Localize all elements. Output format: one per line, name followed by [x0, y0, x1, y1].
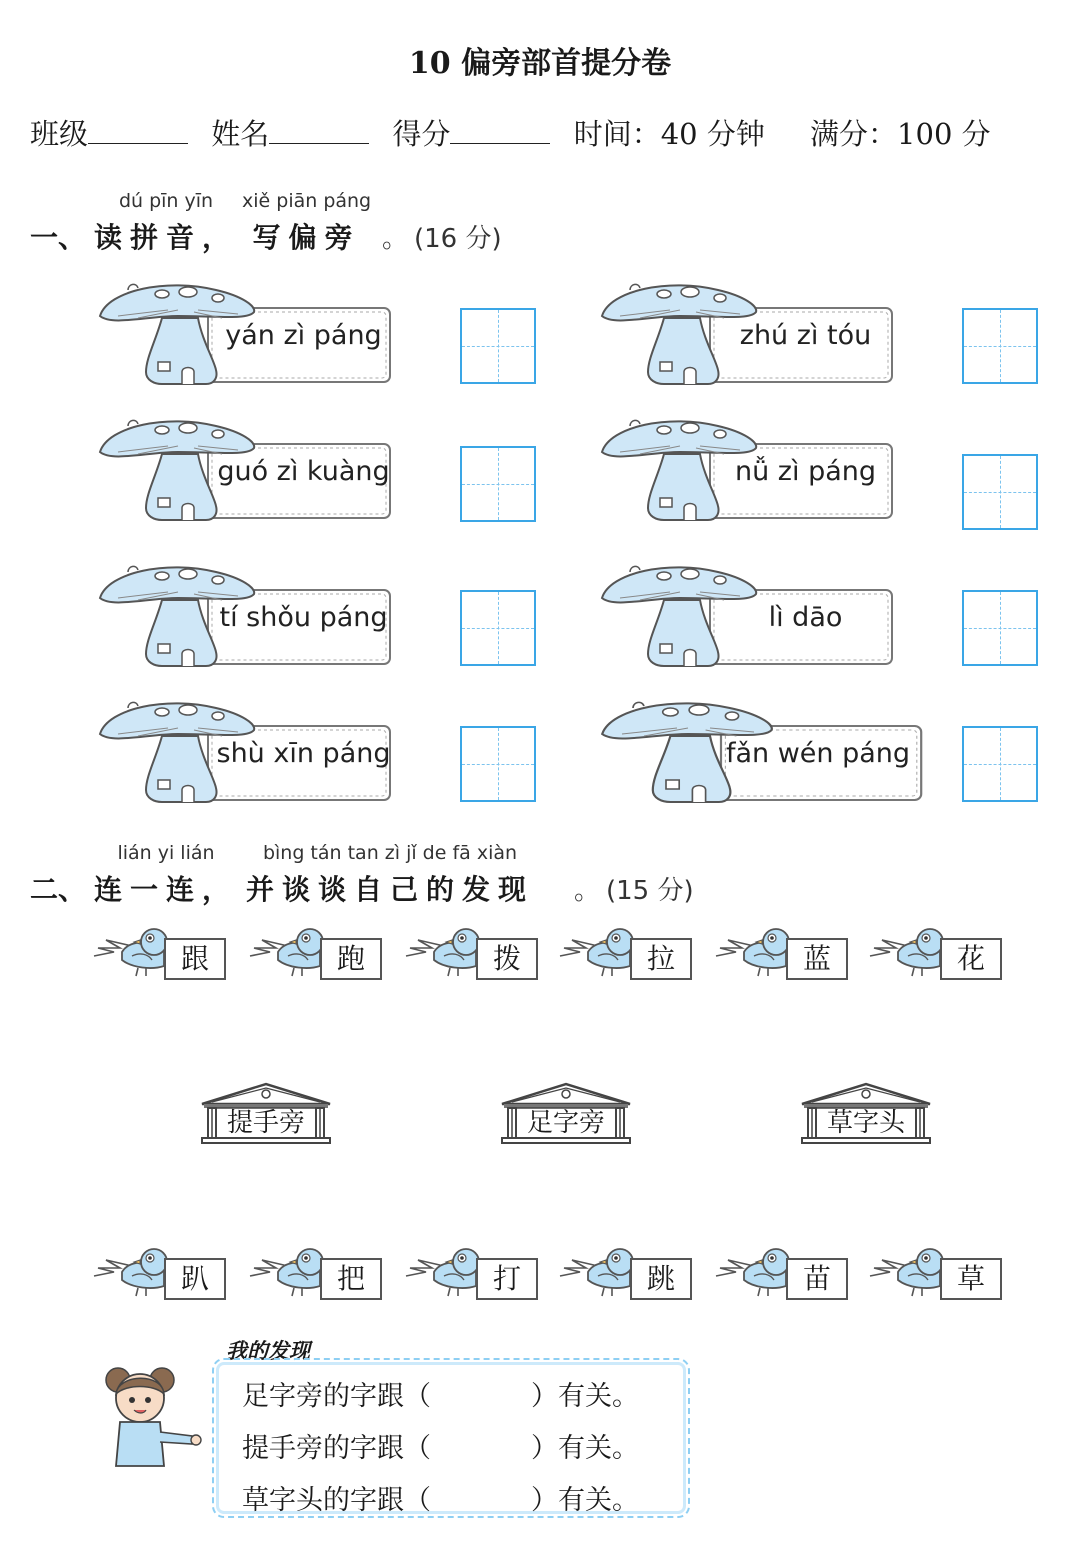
section2-ruby-1	[94, 842, 238, 908]
radical-house[interactable]	[498, 1080, 634, 1144]
full-score-text: 满分：100 分	[810, 117, 991, 151]
char-card[interactable]: 拉	[630, 938, 692, 980]
char-card[interactable]: 跳	[630, 1258, 692, 1300]
bird-card[interactable]	[558, 1246, 698, 1302]
section1-number: 一、	[30, 221, 87, 254]
ruby-hanzi: 读拼音，	[94, 221, 239, 254]
discovery-line	[242, 1374, 639, 1413]
section1-end: 。	[382, 224, 409, 254]
bird-card[interactable]	[92, 1246, 232, 1302]
mushroom-card	[600, 698, 911, 808]
mushroom-card	[98, 280, 398, 390]
bird-card[interactable]	[404, 1246, 544, 1302]
section2-end: 。	[574, 876, 601, 906]
class-blank[interactable]	[88, 116, 188, 144]
discovery-line-end: ）有关。	[531, 1381, 639, 1412]
bird-card[interactable]	[714, 1246, 854, 1302]
ruby-hanzi: 并谈谈自己的发现	[246, 873, 535, 906]
pinyin-label: yán zì páng	[225, 320, 382, 351]
discovery-line	[242, 1478, 639, 1517]
ruby-pinyin: lián yi lián	[117, 842, 215, 864]
answer-grid[interactable]	[962, 454, 1038, 530]
discovery-line-start: 足字旁的字跟（	[242, 1381, 431, 1412]
discovery-title: 我的发现	[226, 1338, 310, 1363]
ruby-pinyin: dú pīn yīn	[118, 190, 214, 212]
score-label: 得分	[392, 117, 451, 151]
section1-ruby-2	[242, 190, 371, 256]
radical-house[interactable]	[198, 1080, 334, 1144]
house-label: 草字头	[826, 1108, 905, 1138]
bird-card[interactable]	[248, 1246, 388, 1302]
answer-grid[interactable]	[460, 590, 536, 666]
score-blank[interactable]	[450, 116, 550, 144]
discovery-line-end: ）有关。	[531, 1433, 639, 1464]
char-card[interactable]: 打	[476, 1258, 538, 1300]
char-card[interactable]: 花	[940, 938, 1002, 980]
bird-card[interactable]	[868, 1246, 1008, 1302]
info-line	[30, 112, 1060, 153]
mushroom-card	[98, 698, 398, 808]
pinyin-label: lì dāo	[768, 602, 843, 633]
section2-heading	[30, 842, 750, 906]
bird-card[interactable]	[92, 926, 232, 982]
house-label: 提手旁	[226, 1108, 305, 1138]
page-title: 10 偏旁部首提分卷	[408, 46, 672, 81]
char-card[interactable]: 趴	[164, 1258, 226, 1300]
section2-number: 二、	[30, 873, 87, 906]
section1-ruby-1	[94, 190, 238, 256]
bird-card[interactable]	[714, 926, 854, 982]
class-label: 班级	[30, 117, 89, 151]
radical-house[interactable]	[798, 1080, 934, 1144]
char-card[interactable]: 拨	[476, 938, 538, 980]
answer-grid[interactable]	[460, 308, 536, 384]
house-label: 足字旁	[526, 1108, 605, 1138]
char-card[interactable]: 跑	[320, 938, 382, 980]
name-blank[interactable]	[269, 116, 369, 144]
bird-card[interactable]	[404, 926, 544, 982]
bird-card[interactable]	[558, 926, 698, 982]
mushroom-card	[98, 416, 398, 526]
mushroom-card	[98, 562, 398, 672]
ruby-pinyin: bìng tán tan zì jǐ de fā xiàn	[262, 842, 518, 864]
answer-grid[interactable]	[962, 590, 1038, 666]
pinyin-label: fǎn wén páng	[725, 738, 911, 769]
pinyin-label: zhú zì tóu	[739, 320, 872, 351]
ruby-hanzi: 连一连，	[94, 873, 239, 906]
answer-grid[interactable]	[962, 726, 1038, 802]
char-card[interactable]: 把	[320, 1258, 382, 1300]
section2-ruby-2	[246, 842, 534, 908]
ruby-hanzi: 写偏旁	[252, 221, 361, 254]
time-text: 时间：40 分钟	[573, 117, 765, 151]
char-card[interactable]: 苗	[786, 1258, 848, 1300]
discovery-line	[242, 1426, 639, 1465]
discovery-line-end: ）有关。	[531, 1485, 639, 1516]
mushroom-card	[600, 562, 900, 672]
section1-heading	[30, 190, 630, 254]
section2-score: (15 分)	[606, 876, 694, 906]
answer-grid[interactable]	[460, 726, 536, 802]
discovery-line-start: 草字头的字跟（	[242, 1485, 431, 1516]
pinyin-label: guó zì kuàng	[217, 456, 390, 487]
discovery-line-start: 提手旁的字跟（	[242, 1433, 431, 1464]
mushroom-card	[600, 416, 900, 526]
name-label: 姓名	[211, 117, 270, 151]
answer-grid[interactable]	[962, 308, 1038, 384]
ruby-pinyin: xiě piān páng	[242, 190, 372, 212]
char-card[interactable]: 跟	[164, 938, 226, 980]
mushroom-card	[600, 280, 900, 390]
char-card[interactable]: 草	[940, 1258, 1002, 1300]
pinyin-label: tí shǒu páng	[219, 602, 388, 633]
bird-card[interactable]	[868, 926, 1008, 982]
pinyin-label: nǚ zì páng	[735, 456, 876, 487]
char-card[interactable]: 蓝	[786, 938, 848, 980]
pinyin-label: shù xīn páng	[216, 738, 391, 769]
answer-grid[interactable]	[460, 446, 536, 522]
girl-icon	[96, 1362, 206, 1472]
bird-card[interactable]	[248, 926, 388, 982]
section1-score: (16 分)	[414, 224, 502, 254]
